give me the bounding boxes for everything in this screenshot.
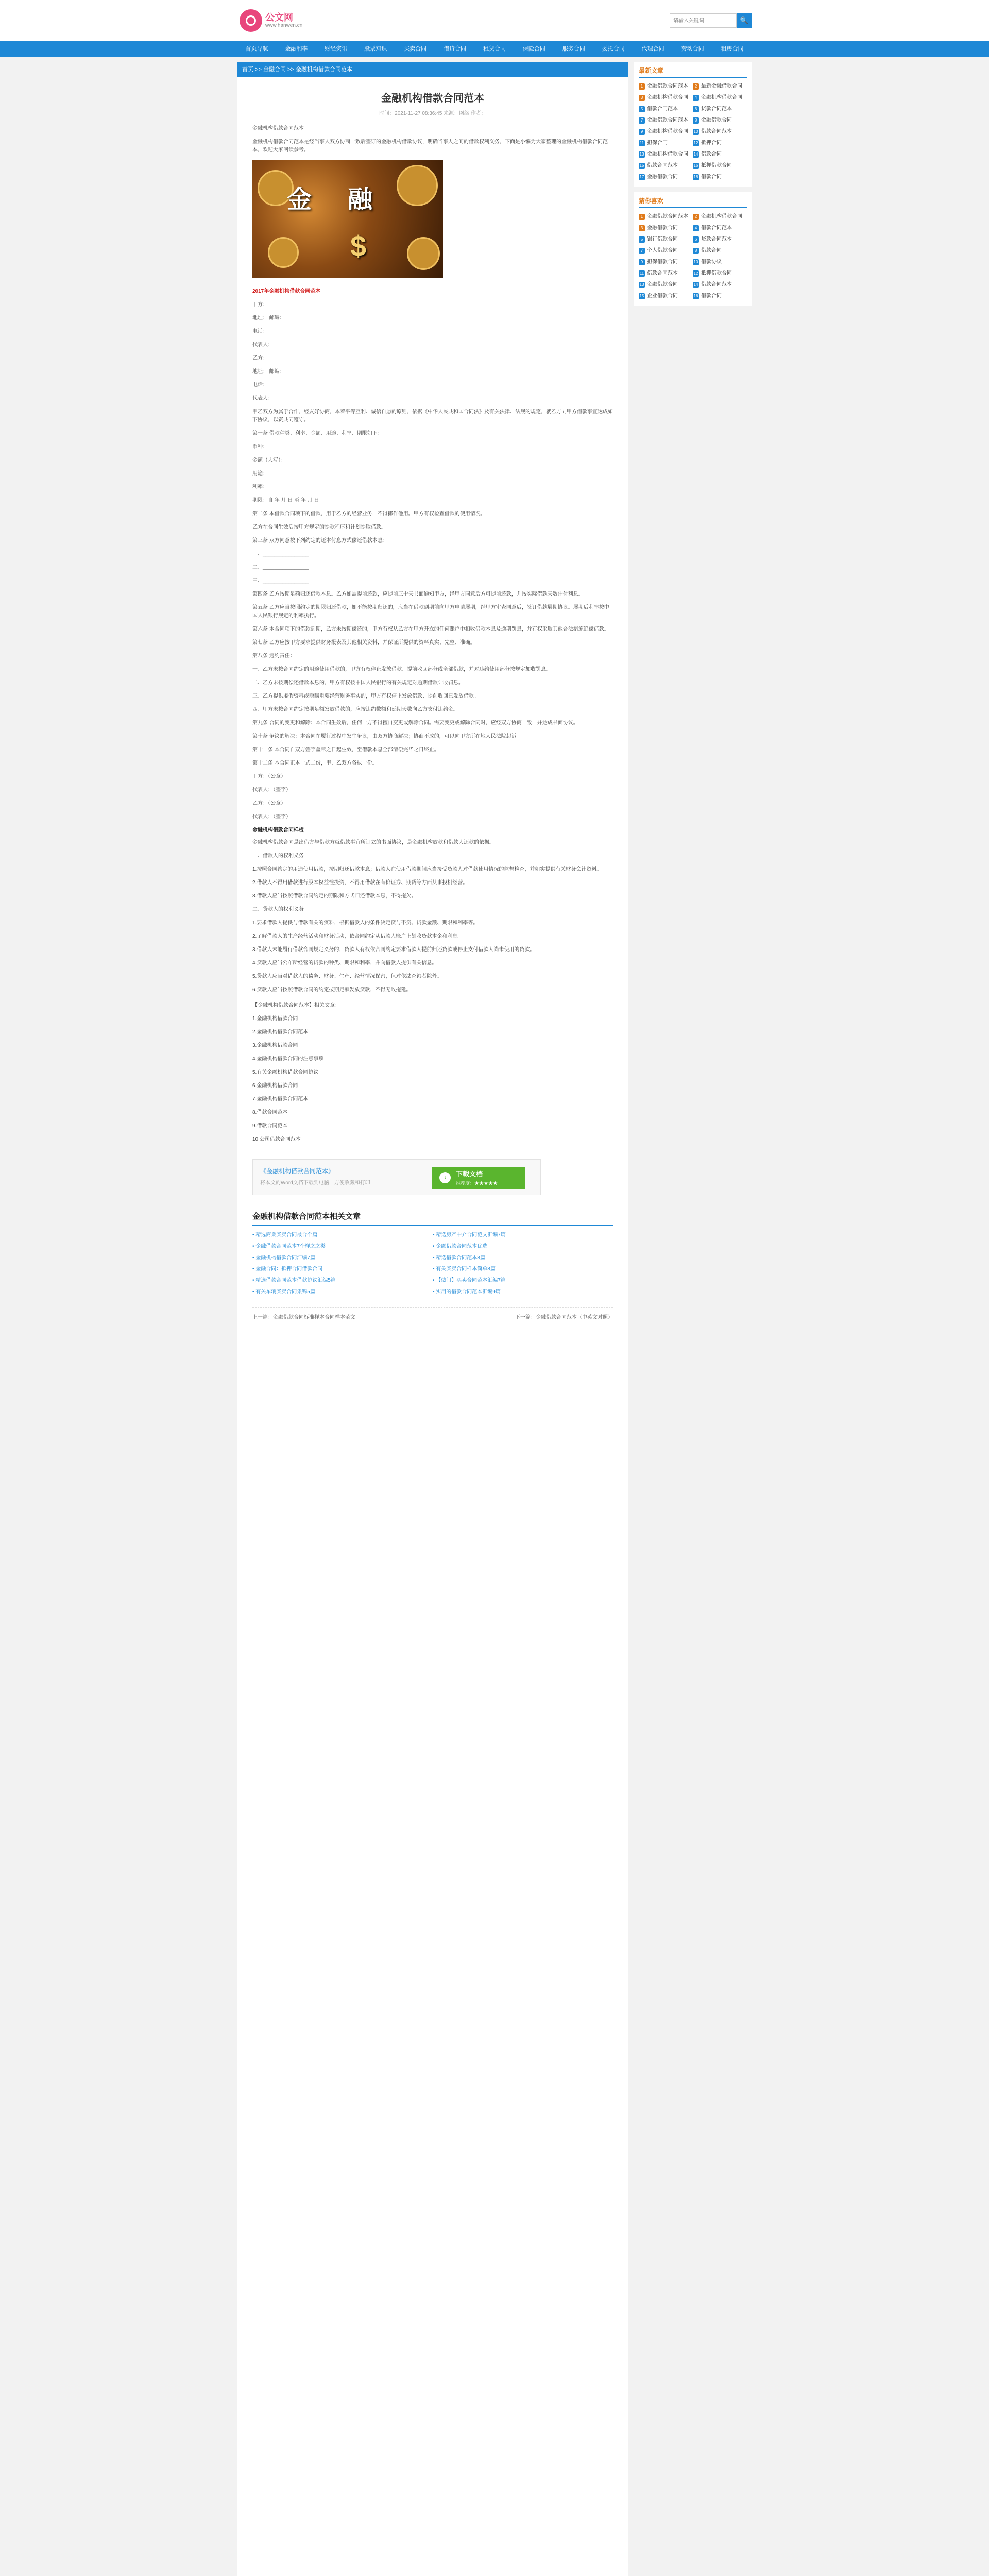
sidebar-latest [634, 62, 752, 187]
nav-item[interactable]: 劳动合同 [681, 46, 704, 52]
nav-item[interactable]: 股票知识 [364, 46, 387, 52]
image-chars: 金融 [286, 186, 408, 213]
sidebar-item[interactable] [693, 245, 747, 257]
sidebar-item-label: 抵押合同 [701, 140, 722, 146]
sample-paragraph: 3.借款人未能履行借款合同规定义务的，贷款人有权依合同约定要求借款人提前归还贷款或停止支付借款人尚未使用的贷款。 [252, 947, 535, 953]
logo-icon [240, 9, 262, 32]
logo-main-text: 公文网 [265, 12, 293, 23]
contract-paragraph: 乙方： [252, 355, 268, 361]
dollar-icon: $ [350, 230, 367, 262]
article-main [237, 62, 628, 2576]
sidebar-item-label: 金融借款合同范本 [647, 214, 688, 219]
sidebar-item-label: 金融借款合同范本 [647, 83, 688, 89]
sidebar-item-label: 抵押借款合同 [701, 163, 732, 168]
rank-badge: 4 [693, 225, 699, 231]
related-link[interactable]: • 精选借款合同范本借款协议汇编5篇 [252, 1278, 336, 1283]
contract-paragraph: 利率： [252, 484, 268, 490]
rank-badge: 5 [639, 236, 645, 243]
contract-paragraph: 电话： [252, 382, 268, 388]
related-articles [237, 1211, 628, 1298]
sidebar-item-label: 借款合同范本 [647, 270, 678, 276]
related-list-item[interactable]: 2.金融机构借款合同范本 [252, 1029, 309, 1035]
nav-item[interactable]: 首页导航 [245, 46, 268, 52]
rank-badge: 9 [639, 259, 645, 265]
contract-paragraph: 第十条 争议的解决：本合同在履行过程中发生争议，由双方协商解决；协商不成的，可以向甲方所在地人民法院起诉。 [252, 734, 522, 739]
rank-badge: 11 [639, 271, 644, 276]
rank-badge: 16 [693, 163, 698, 168]
sidebar-item[interactable] [693, 172, 747, 183]
related-list-item[interactable]: 7.金融机构借款合同范本 [252, 1096, 309, 1102]
sidebar-item[interactable] [639, 257, 693, 268]
sidebar-item[interactable] [639, 234, 693, 245]
rank-badge: 16 [693, 294, 698, 298]
contract-paragraph: 三、________________ [252, 578, 309, 584]
related-list-item[interactable]: 8.借款合同范本 [252, 1110, 288, 1115]
sidebar-item[interactable] [639, 92, 693, 104]
sidebar-item-label: 个人借款合同 [647, 248, 678, 253]
sidebar-item[interactable] [693, 138, 747, 149]
sidebar-item-label: 金融借款合同 [647, 174, 678, 180]
rank-badge: 7 [639, 117, 645, 124]
sidebar-item-label: 借款合同 [701, 248, 722, 253]
sidebar-item-label: 金融借款合同 [701, 117, 732, 123]
prev-link[interactable]: 上一篇：金融借款合同标准样本合同样本范文 [252, 1315, 355, 1320]
contract-paragraph: 四、甲方未按合同约定按期足额发放借款的，应按违约数额和延期天数向乙方支付违约金。 [252, 707, 458, 713]
sidebar-item[interactable] [693, 126, 747, 138]
related-list-item[interactable]: 10.公司借款合同范本 [252, 1137, 301, 1142]
rank-badge: 9 [639, 129, 645, 135]
sidebar-item[interactable] [693, 268, 747, 279]
contract-paragraph: 乙方：（公章） [252, 801, 286, 806]
nav-item[interactable]: 财经资讯 [325, 46, 348, 52]
sidebar-item[interactable] [639, 115, 693, 126]
related-link[interactable]: • 有关买卖合同样本简单8篇 [433, 1266, 496, 1272]
section-heading: 金融机构借款合同样板 [252, 827, 304, 833]
sidebar-item-label: 金融机构借款合同 [647, 129, 688, 134]
sidebar-item[interactable] [693, 92, 747, 104]
finance-image [252, 160, 443, 278]
contract-paragraph: 二、乙方未按期偿还借款本息的，甲方有权按中国人民银行的有关规定对逾期借款计收罚息。 [252, 680, 464, 686]
sidebar-item-label: 借款合同范本 [647, 163, 678, 168]
sidebar-item[interactable] [693, 279, 747, 291]
rank-badge: 2 [693, 83, 699, 90]
sidebar-item[interactable] [639, 149, 693, 160]
download-hint: 将本文的Word文档下载到电脑，方便收藏和打印 [260, 1180, 370, 1186]
sidebar-recommend-title: 猜你喜欢 [639, 196, 747, 208]
sample-paragraph: 2.了解借款人的生产经营活动和财务活动，依合同约定从借款人账户上划收贷款本金和利息。 [252, 934, 463, 939]
download-rating: 推荐度：★★★★★ [456, 1181, 498, 1186]
contract-paragraph: 第十二条 本合同正本一式二份，甲、乙双方各执一份。 [252, 760, 378, 766]
nav-item[interactable]: 委托合同 [602, 46, 625, 52]
sidebar-item-label: 贷款合同范本 [701, 106, 732, 112]
sidebar-item-label: 借款合同 [701, 151, 722, 157]
sidebar-item[interactable] [639, 104, 693, 115]
related-link[interactable]: • 精选房产中介合同范文汇编7篇 [433, 1232, 506, 1238]
site-logo[interactable] [240, 7, 301, 34]
rank-badge: 6 [693, 106, 699, 112]
related-link[interactable]: • 【热门】买卖合同范本汇编7篇 [433, 1278, 506, 1283]
rank-badge: 12 [693, 271, 698, 276]
rank-badge: 1 [639, 83, 645, 90]
sidebar-item[interactable] [639, 268, 693, 279]
sidebar-item-label: 借款合同范本 [647, 106, 678, 112]
nav-item[interactable]: 保险合同 [522, 46, 545, 52]
sample-paragraph: 3.借款人应当按照借款合同约定的期限和方式归还借款本息，不得拖欠。 [252, 893, 417, 899]
nav-item[interactable]: 租赁合同 [483, 46, 506, 52]
breadcrumb[interactable]: 首页 >> 金融合同 >> 金融机构借款合同范本 [237, 62, 628, 77]
contract-paragraph: 甲方：（公章） [252, 774, 286, 779]
sidebar-item[interactable] [693, 211, 747, 223]
sidebar-item[interactable] [639, 172, 693, 183]
sidebar-latest-title: 最新文章 [639, 66, 747, 78]
nav-item[interactable]: 买卖合同 [404, 46, 427, 52]
download-arrow-icon: ↓ [439, 1172, 451, 1183]
contract-paragraph: 二、________________ [252, 565, 309, 570]
contract-paragraph: 乙方在合同生效后按甲方规定的提款程序和计划提取借款。 [252, 524, 386, 530]
download-button-label: 下载文档 [456, 1170, 483, 1178]
next-link[interactable]: 下一篇：金融借款合同范本（中英文对照） [515, 1315, 613, 1320]
rank-badge: 14 [693, 282, 698, 287]
nav-item[interactable]: 租房合同 [721, 46, 744, 52]
contract-paragraph: 第四条 乙方按期足额归还借款本息。乙方如需提前还款，应提前三十天书面通知甲方，经甲方同意后方可提前还款，并按实际借款天数计付利息。 [252, 591, 584, 597]
sidebar-item[interactable] [693, 223, 747, 234]
sidebar-item-label: 贷款合同范本 [701, 236, 732, 242]
contract-paragraph: 用途： [252, 471, 268, 477]
related-link[interactable]: • 实用的借款合同范本汇编9篇 [433, 1289, 501, 1295]
sidebar-item-label: 企业借款合同 [647, 293, 678, 299]
contract-paragraph: 甲乙双方为属于合作，经友好协商，本着平等互利、诚信自愿的原则，依据《中华人民共和国合同法》及有关法律、法规的规定，就乙方向甲方借款事宜达成如下协议，以资共同遵守。 [252, 409, 613, 423]
related-list-item[interactable]: 3.金融机构借款合同 [252, 1043, 298, 1048]
contract-paragraph: 第八条 违约责任： [252, 653, 295, 659]
related-list-item[interactable]: 5.有关金融机构借款合同协议 [252, 1070, 319, 1075]
sample-paragraph: 4.贷款人应当公布所经营的贷款的种类、期限和利率，并向借款人提供有关信息。 [252, 960, 437, 966]
nav-item[interactable]: 金融利率 [285, 46, 308, 52]
contract-paragraph: 代表人： [252, 396, 273, 401]
sidebar-item[interactable] [639, 291, 693, 302]
rank-badge: 3 [639, 225, 645, 231]
related-link[interactable]: • 精选借款合同范本8篇 [433, 1255, 485, 1261]
sample-paragraph: 6.贷款人应当按照借款合同的约定按期足额发放贷款，不得无故拖延。 [252, 987, 412, 993]
sidebar-item[interactable] [693, 81, 747, 92]
sidebar-item[interactable] [639, 126, 693, 138]
rank-badge: 8 [693, 248, 699, 254]
sidebar-item-label: 金融借款合同 [647, 282, 678, 287]
sample-paragraph: 二、贷款人的权利义务 [252, 907, 304, 912]
search-input[interactable] [670, 13, 737, 28]
related-link[interactable]: • 精选商業买卖合同最合个篇 [252, 1232, 318, 1238]
rank-badge: 5 [639, 106, 645, 112]
search-button[interactable]: 🔍 [737, 13, 752, 28]
contract-paragraph: 代表人： [252, 342, 273, 348]
sidebar-item-label: 金融机构借款合同 [701, 214, 742, 219]
contract-paragraph: 第一条 借款种类、利率、金额、用途、利率、期限如下： [252, 431, 383, 436]
related-link[interactable]: • 金融借款合同范本7个样之之类 [252, 1244, 326, 1249]
sample-paragraph: 1.要求借款人提供与借款有关的资料，根据借款人的条件决定贷与不贷、贷款金额、期限和利率等。 [252, 920, 479, 926]
top-header [0, 0, 989, 41]
rank-badge: 8 [693, 117, 699, 124]
related-list-item[interactable]: 1.金融机构借款合同 [252, 1016, 298, 1022]
rank-badge: 15 [639, 163, 644, 168]
rank-badge: 14 [693, 152, 698, 157]
sidebar-recommend [634, 192, 752, 306]
related-list-item[interactable]: 9.借款合同范本 [252, 1123, 288, 1129]
main-nav [0, 41, 989, 57]
article-meta: 时间：2021-11-27 08:36:45 来源：网络 作者： [379, 111, 486, 116]
sidebar-item-label: 金融机构借款合同 [647, 151, 688, 157]
related-link[interactable]: • 金融合同：抵押合同借款合同 [252, 1266, 323, 1272]
contract-paragraph: 地址： 邮编： [252, 369, 285, 375]
contract-paragraph: 第十一条 本合同自双方签字盖章之日起生效，至借款本息全部清偿完毕之日终止。 [252, 747, 439, 753]
related-link[interactable]: • 金融借款合同范本优选 [433, 1244, 488, 1249]
sample-paragraph: 2.借款人不得用借款进行股本权益性投资，不得用借款在有价证券、期货等方面从事投机经营。 [252, 880, 468, 886]
sidebar-item-label: 借款合同范本 [701, 282, 732, 287]
intro-text: 金融机构借款合同范本是经当事人双方协商一致后签订的金融机构借款协议，明确当事人之间的借款权利义务，下面是小编为大家整理的金融机构借款合同范本，欢迎大家阅读参考。 [252, 139, 608, 153]
sidebar-item[interactable] [693, 104, 747, 115]
contract-paragraph: 第二条 本借款合同项下的借款，用于乙方的经营业务，不得挪作他用。甲方有权检查借款的使用情况。 [252, 511, 486, 517]
rank-badge: 11 [639, 141, 644, 145]
sidebar [634, 62, 752, 2576]
rank-badge: 13 [639, 152, 644, 157]
sidebar-item[interactable] [639, 160, 693, 172]
rank-badge: 7 [639, 248, 645, 254]
contract-paragraph: 第七条 乙方应按甲方要求提供财务报表及其他相关资料，并保证所提供的资料真实、完整、准确。 [252, 640, 475, 646]
article-content [237, 116, 628, 1195]
intro-title: 金融机构借款合同范本 [252, 126, 304, 131]
contract-paragraph: 地址： 邮编： [252, 315, 285, 321]
sidebar-item[interactable] [693, 257, 747, 268]
contract-paragraph: 第三条 双方同意按下列约定的还本付息方式偿还借款本息： [252, 538, 388, 544]
sidebar-item-label: 借款协议 [701, 259, 722, 265]
sample-paragraph: 5.贷款人应当对借款人的债务、财务、生产、经营情况保密，但对依法查询者除外。 [252, 974, 442, 979]
contract-paragraph: 甲方： [252, 302, 268, 308]
download-title[interactable]: 《金融机构借款合同范本》 [260, 1167, 335, 1175]
rank-badge: 18 [693, 175, 698, 179]
download-button[interactable] [432, 1167, 525, 1189]
contract-paragraph: 期限：自 年 月 日 至 年 月 日 [252, 498, 319, 503]
sidebar-item[interactable] [639, 81, 693, 92]
contract-paragraph: 第六条 本合同项下的借款到期，乙方未按期偿还的，甲方有权从乙方在甲方开立的任何账户中扣收借款本息及逾期罚息，并有权采取其他合法措施追偿借款。 [252, 626, 609, 632]
rank-badge: 1 [639, 214, 645, 220]
rank-badge: 15 [639, 294, 644, 298]
contract-paragraph: 代表人：（签字） [252, 814, 291, 820]
contract-paragraph: 电话： [252, 329, 268, 334]
sidebar-item[interactable] [639, 211, 693, 223]
sidebar-item-label: 金融借款合同 [647, 225, 678, 231]
contract-paragraph: 代表人：（签字） [252, 787, 291, 793]
sample-paragraph: 一、借款人的权利义务 [252, 853, 304, 859]
sidebar-item-label: 抵押借款合同 [701, 270, 732, 276]
sample-paragraph: 1.按照合同约定的用途使用借款，按期归还借款本息；借款人在使用借款期间应当接受贷款人对借款使用情况的监督检查，并如实提供有关财务会计资料。 [252, 867, 602, 872]
logo-sub-text: www.hanwen.cn [265, 23, 303, 28]
sidebar-item-label: 借款合同范本 [701, 129, 732, 134]
nav-item[interactable]: 代理合同 [641, 46, 664, 52]
rank-badge: 12 [693, 141, 698, 145]
sidebar-item-label: 最新金融借款合同 [701, 83, 742, 89]
contract-paragraph: 一、________________ [252, 551, 309, 557]
sidebar-item-label: 金融借款合同范本 [647, 117, 688, 123]
related-link[interactable]: • 金融机构借款合同汇编7篇 [252, 1255, 315, 1261]
contract-paragraph: 金额（大写）： [252, 457, 286, 463]
sidebar-item-label: 银行借款合同 [647, 236, 678, 242]
download-box [252, 1159, 541, 1195]
rank-badge: 6 [693, 236, 699, 243]
section-red-heading: 2017年金融机构借款合同范本 [252, 289, 321, 294]
related-heading: 【金融机构借款合同范本】相关文章： [252, 1003, 340, 1008]
sidebar-item[interactable] [639, 279, 693, 291]
rank-badge: 13 [639, 282, 644, 287]
sidebar-item[interactable] [693, 149, 747, 160]
nav-item[interactable]: 服务合同 [562, 46, 585, 52]
sample-paragraph: 金融机构借款合同是出借方与借款方就借款事宜所订立的书面协议，是金融机构放款和借款人还款的依据。 [252, 840, 494, 845]
rank-badge: 3 [639, 95, 645, 101]
nav-item[interactable]: 借贷合同 [444, 46, 467, 52]
page-title: 金融机构借款合同范本 [381, 93, 484, 104]
sidebar-item-label: 担保借款合同 [647, 259, 678, 265]
sidebar-item[interactable] [639, 223, 693, 234]
related-link[interactable]: • 有关车辆买卖合同集锦5篇 [252, 1289, 315, 1295]
sidebar-item-label: 借款合同范本 [701, 225, 732, 231]
sidebar-item-label: 借款合同 [701, 293, 722, 299]
sidebar-item[interactable] [693, 234, 747, 245]
contract-paragraph: 三、乙方提供虚假资料或隐瞒重要经营财务事实的，甲方有权停止发放借款、提前收回已发放借款。 [252, 693, 479, 699]
prev-next-links [252, 1307, 613, 1320]
contract-paragraph: 一、乙方未按合同约定的用途使用借款的，甲方有权停止发放借款、提前收回部分或全部借款，并对违约使用部分按规定加收罚息。 [252, 667, 551, 672]
related-title: 金融机构借款合同范本相关文章 [252, 1211, 613, 1226]
contract-paragraph: 第五条 乙方应当按照约定的期限归还借款，如不能按期归还的，应当在借款到期前向甲方申请展期，经甲方审查同意后，签订借款展期协议。展期后利率按中国人民银行规定的利率执行。 [252, 605, 609, 619]
sidebar-item[interactable] [693, 160, 747, 172]
rank-badge: 10 [693, 129, 698, 134]
rank-badge: 17 [639, 175, 644, 179]
contract-paragraph: 第九条 合同的变更和解除：本合同生效后，任何一方不得擅自变更或解除合同。需要变更或解除合同时，应经双方协商一致，并达成书面协议。 [252, 720, 578, 726]
sidebar-item[interactable] [693, 291, 747, 302]
sidebar-item-label: 担保合同 [647, 140, 668, 146]
sidebar-item-label: 借款合同 [701, 174, 722, 180]
related-list-item[interactable]: 6.金融机构借款合同 [252, 1083, 298, 1089]
sidebar-item[interactable] [639, 138, 693, 149]
sidebar-item[interactable] [693, 115, 747, 126]
rank-badge: 2 [693, 214, 699, 220]
sidebar-item[interactable] [639, 245, 693, 257]
sidebar-item-label: 金融机构借款合同 [701, 95, 742, 100]
rank-badge: 4 [693, 95, 699, 101]
sidebar-item-label: 金融机构借款合同 [647, 95, 688, 100]
rank-badge: 10 [693, 260, 698, 264]
related-list-item[interactable]: 4.金融机构借款合同的注意事项 [252, 1056, 324, 1062]
contract-paragraph: 币种： [252, 444, 268, 450]
